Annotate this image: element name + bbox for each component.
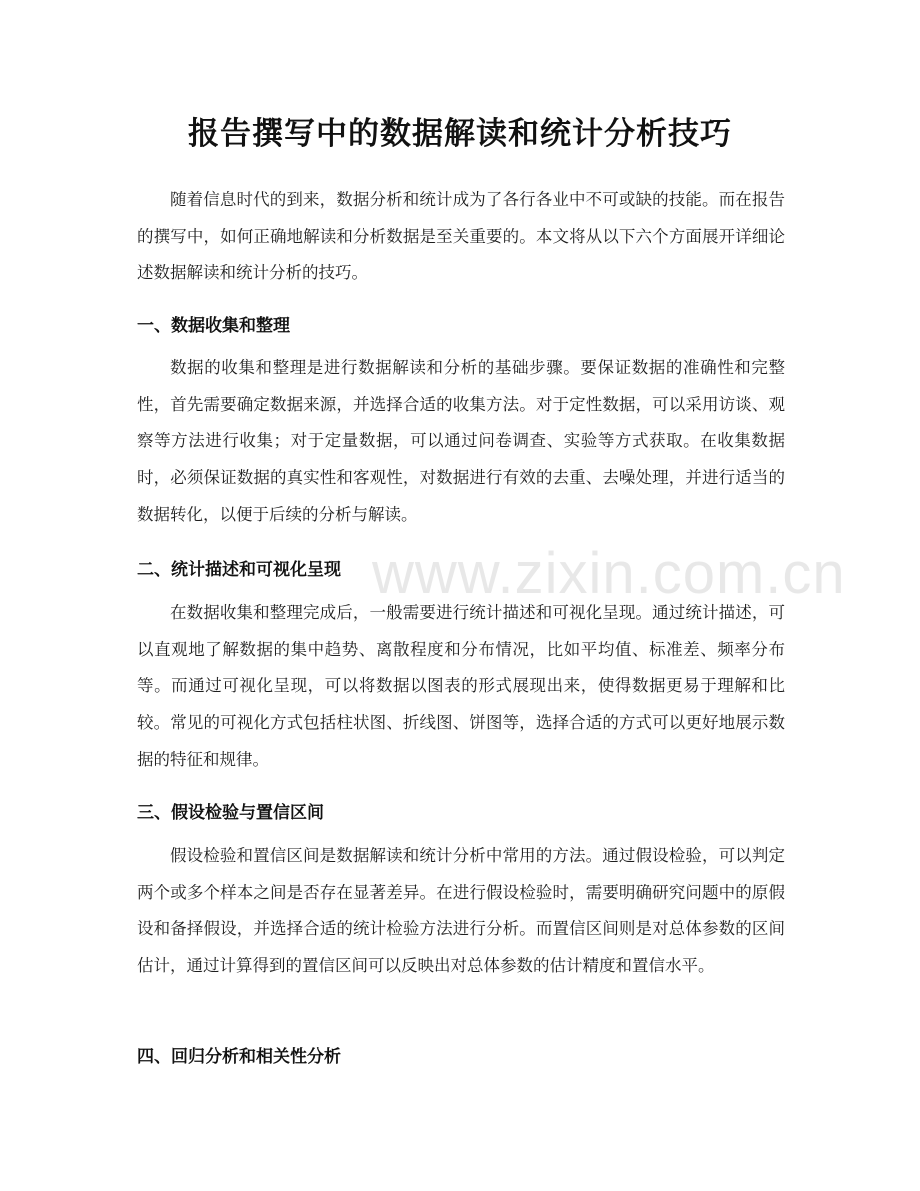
section-body-3: 假设检验和置信区间是数据解读和统计分析中常用的方法。通过假设检验，可以判定两个或多个样本之间是否存在显著差异。在进行假设检验时，需要明确研究问题中的原假设和备择假设，并选择合适的统计检验方法进行分析。而置信区间则是对总体参数的区间估计，通过计算得到的置信区间可以反映出对总体参数的估计精度和置信水平。 xyxy=(137,846,785,976)
document-title: 报告撰写中的数据解读和统计分析技巧 xyxy=(188,116,732,152)
section-heading-4: 四、回归分析和相关性分析 xyxy=(137,1047,341,1067)
section-heading-3: 三、假设检验与置信区间 xyxy=(137,803,324,823)
section-heading-2: 二、统计描述和可视化呈现 xyxy=(137,560,341,580)
section-body-1: 数据的收集和整理是进行数据解读和分析的基础步骤。要保证数据的准确性和完整性，首先需要确定数据来源，并选择合适的收集方法。对于定性数据，可以采用访谈、观察等方法进行收集；对于定量数据，可以通过问卷调查、实验等方式获取。在收集数据时，必须保证数据的真实性和客观性，对数据进行有效的去重、去噪处理，并进行适当的数据转化，以便于后续的分析与解读。 xyxy=(137,358,785,524)
watermark: www.zixin.com.cn xyxy=(372,541,846,606)
section-body-2: 在数据收集和整理完成后，一般需要进行统计描述和可视化呈现。通过统计描述，可以直观地了解数据的集中趋势、离散程度和分布情况，比如平均值、标准差、频率分布等。而通过可视化呈现，可以将数据以图表的形式展现出来，使得数据更易于理解和比较。常见的可视化方式包括柱状图、折线图、饼图等，选择合适的方式可以更好地展示数据的特征和规律。 xyxy=(137,603,785,769)
intro-paragraph: 随着信息时代的到来，数据分析和统计成为了各行各业中不可或缺的技能。而在报告的撰写中，如何正确地解读和分析数据是至关重要的。本文将从以下六个方面展开详细论述数据解读和统计分析的技巧。 xyxy=(137,190,785,283)
section-heading-1: 一、数据收集和整理 xyxy=(137,316,290,336)
